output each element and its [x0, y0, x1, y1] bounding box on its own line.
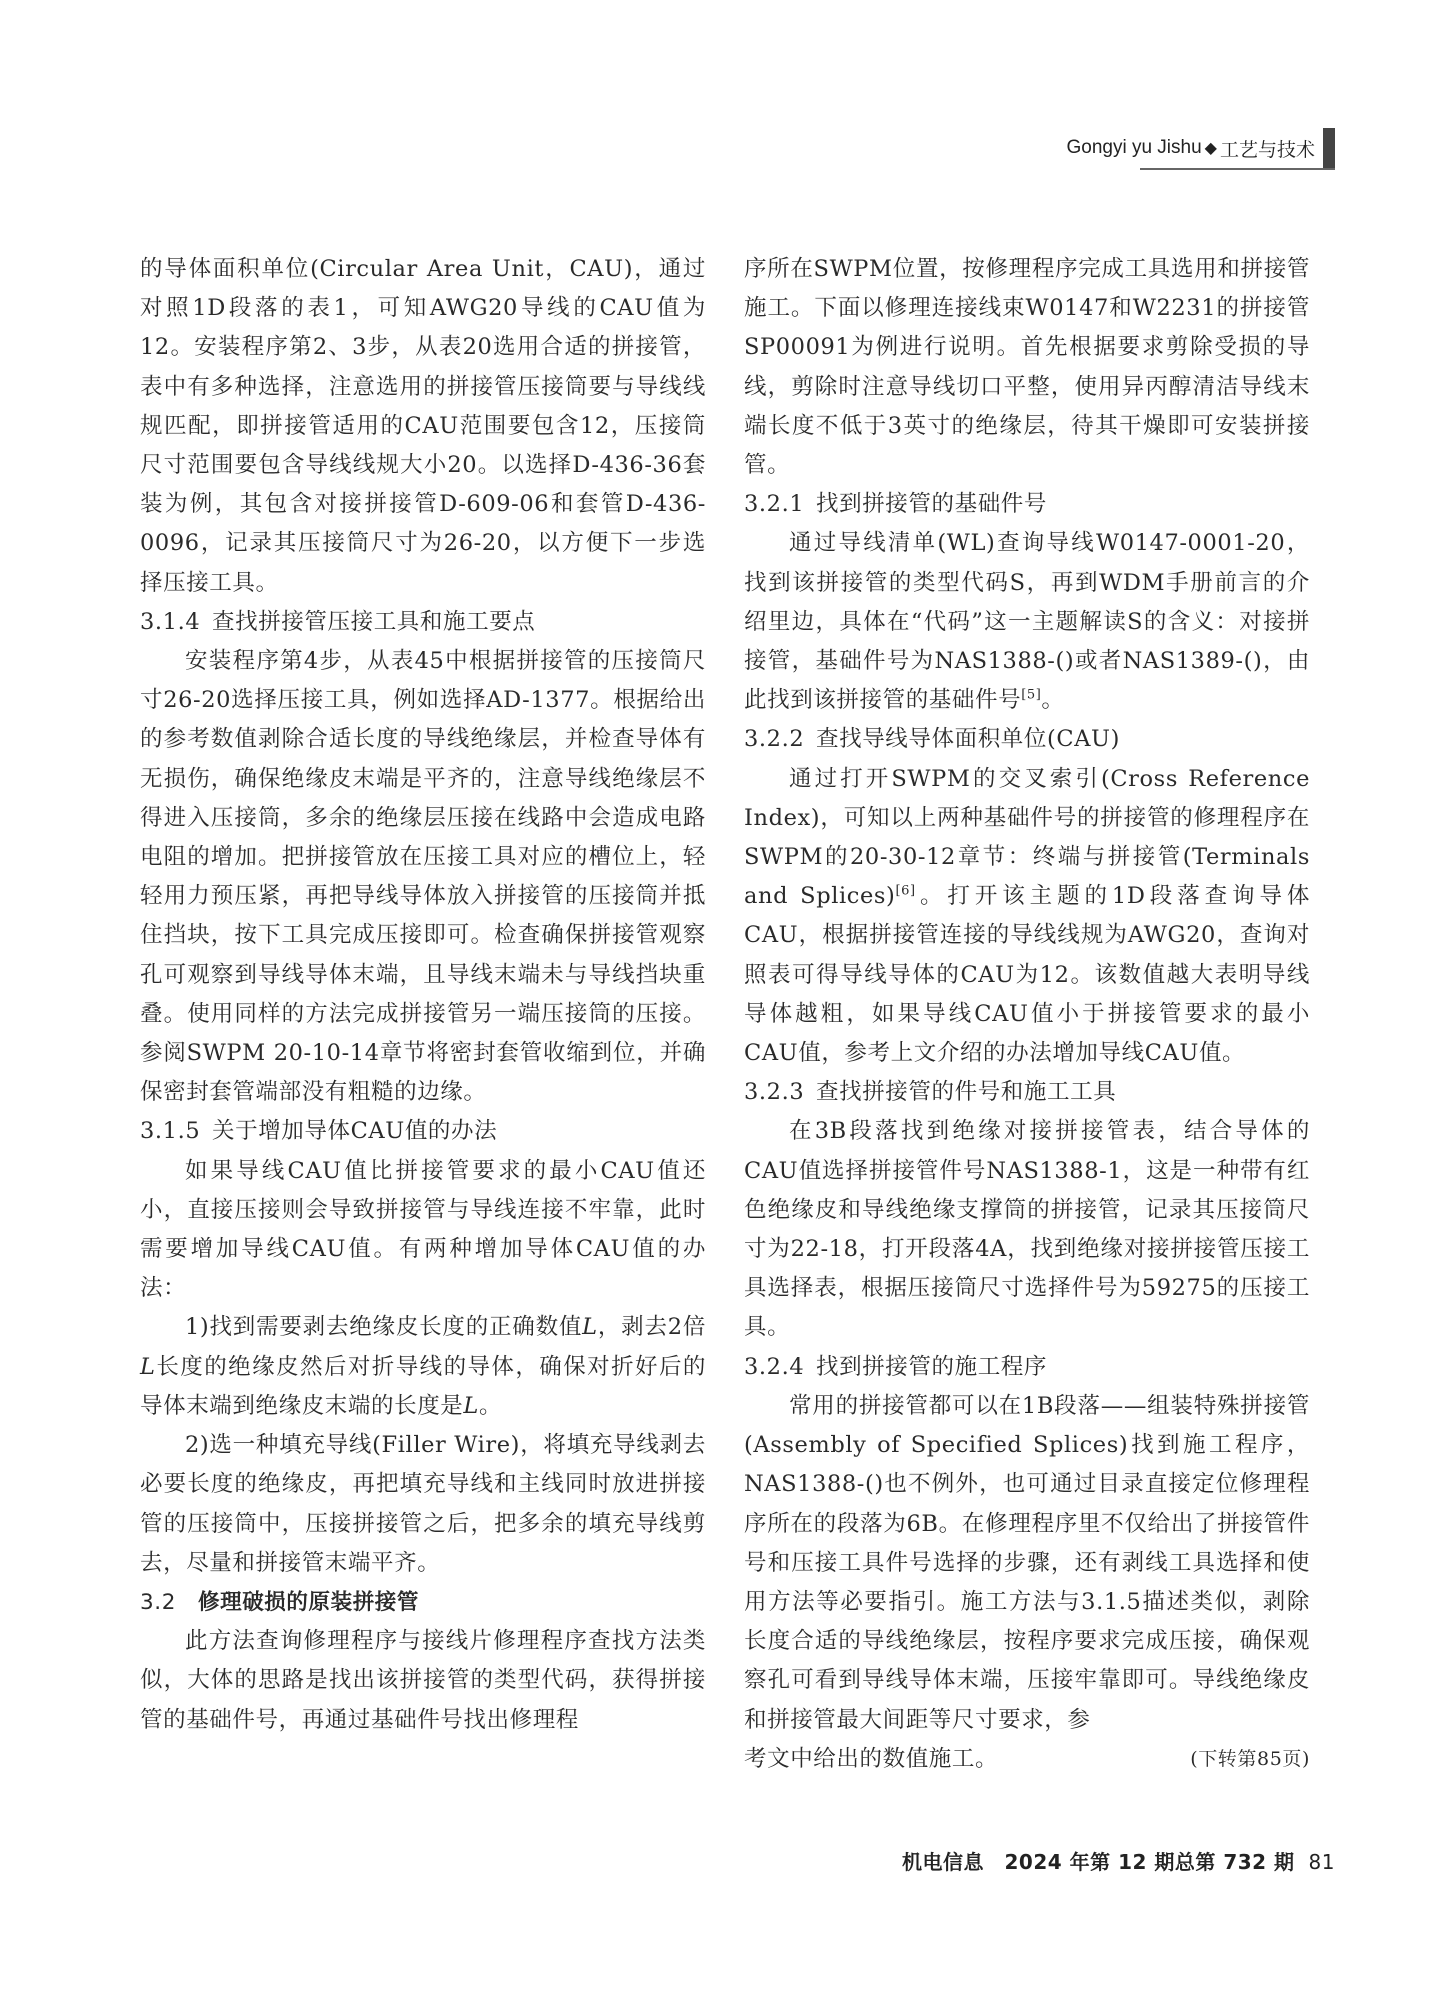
subsection-heading-3-1-5 — [140, 1112, 706, 1151]
paragraph: 在3B段落找到绝缘对接拼接管表，结合导体的CAU值选择拼接管件号NAS1388-1，这是一种带有红色绝缘皮和导线绝缘支撑筒的拼接管，记录其压接筒尺寸为22-18，打开段落4A，找到绝缘对接拼接管压接工具选择表，根据压接筒尺寸选择件号为59275的压接工具。 — [744, 1118, 1310, 1341]
paragraph: 安装程序第4步，从表45中根据拼接管的压接筒尺寸26-20选择压接工具，例如选择AD-1377。根据给出的参考数值剥除合适长度的导线绝缘层，并检查导体有无损伤，确保绝缘皮末端是平齐的，注意导线绝缘层不得进入压接筒，多余的绝缘层压接在线路中会造成电路电阻的增加。把拼接管放在压接工具对应的槽位上，轻轻用力预压紧，再把导线导体放入拼接管的压接筒并抵住挡块，按下工具完成压接即可。检查确保拼接管观察孔可观察到导线导体末端，且导线末端未与导线挡块重叠。使用同样的方法完成拼接管另一端压接筒的压接。参阅SWPM 20-10-14章节将密封套管收缩到位，并确保密封套管端部没有粗糙的边缘。 — [140, 648, 706, 1106]
subsection-heading-3-2-3 — [744, 1073, 1310, 1112]
paragraph: 如果导线CAU值比拼接管要求的最小CAU值还小，直接压接则会导致拼接管与导线连接不牢靠，此时需要增加导线CAU值。有两种增加导体CAU值的办法： — [140, 1157, 706, 1302]
paragraph — [744, 760, 1310, 1074]
heading-number: 3.1.4 — [140, 608, 201, 635]
heading-text: 找到拼接管的基础件号 — [816, 491, 1048, 518]
heading-number: 3.2.4 — [744, 1353, 805, 1380]
heading-number: 3.2.2 — [744, 726, 805, 753]
journal-info: 机电信息 2024 年第 12 期总第 732 期 — [901, 1850, 1295, 1874]
text-run: 通过导线清单(WL)查询导线W0147-0001-20，找到该拼接管的类型代码S，再到WDM手册前言的介绍里边，具体在“代码”这一主题解读S的含义：对接拼接管，基础件号为NAS1388-()或者NAS1389-()，由此找到该拼接管的基础件号 — [744, 530, 1310, 714]
heading-number: 3.1.5 — [140, 1118, 201, 1145]
paragraph: 此方法查询修理程序与接线片修理程序查找方法类似，大体的思路是找出该拼接管的类型代码，获得拼接管的基础件号，再通过基础件号找出修理程 — [140, 1628, 706, 1733]
paragraph: 序所在SWPM位置，按修理程序完成工具选用和拼接管施工。下面以修理连接线束W0147和W2231的拼接管SP00091为例进行说明。首先根据要求剪除受损的导线，剪除时注意导线切口平整，使用异丙醇清洁导线末端长度不低于3英寸的绝缘层，待其干燥即可安装拼接管。 — [744, 256, 1310, 479]
left-column — [140, 250, 706, 1740]
header-bar-decoration — [1323, 128, 1335, 168]
header-section: 工艺与技术 — [1219, 139, 1315, 161]
text-run: 。 — [478, 1392, 503, 1419]
citation-ref: [6] — [895, 883, 916, 899]
heading-text: 查找导线导体面积单位(CAU) — [816, 726, 1120, 753]
text-run: 。 — [1041, 687, 1065, 714]
text-run: 长度的绝缘皮然后对折导线的导体，确保对折好后的导体末端到绝缘皮末端的长度是 — [140, 1353, 706, 1419]
right-column — [744, 250, 1310, 1779]
paragraph-last-line — [744, 1740, 1310, 1779]
heading-text: 找到拼接管的施工程序 — [816, 1353, 1048, 1380]
text-run: 。打开该主题的1D段落查询导体CAU，根据拼接管连接的导线线规为AWG20，查询对照表可得导线导体的CAU为12。该数值越大表明导线导体越粗，如果导线CAU值小于拼接管要求的最小CAU值，参考上文介绍的办法增加导线CAU值。 — [744, 883, 1310, 1067]
section-heading-3-2 — [140, 1583, 706, 1622]
subsection-heading-3-2-2 — [744, 720, 1310, 759]
heading-number: 3.2.1 — [744, 491, 805, 518]
paragraph — [744, 524, 1310, 720]
running-header — [1066, 128, 1335, 168]
text-run: 考文中给出的数值施工。 — [744, 1745, 999, 1772]
paragraph: 的导体面积单位(Circular Area Unit，CAU)，通过对照1D段落的表1，可知AWG20导线的CAU值为12。安装程序第2、3步，从表20选用合适的拼接管，表中有多种选择，注意选用的拼接管压接筒要与导线线规匹配，即拼接管适用的CAU范围要包含12，压接筒尺寸范围要包含导线线规大小20。以选择D-436-36套装为例，其包含对接拼接管D-609-06和套管D-436-0096，记录其压接筒尺寸为26-20，以方便下一步选择压接工具。 — [140, 256, 706, 596]
variable-l: L — [582, 1314, 598, 1341]
heading-number: 3.2.3 — [744, 1079, 805, 1106]
heading-text: 修理破损的原装拼接管 — [198, 1589, 420, 1615]
subsection-heading-3-1-4 — [140, 603, 706, 642]
subsection-heading-3-2-4 — [744, 1348, 1310, 1387]
heading-text: 关于增加导体CAU值的办法 — [212, 1118, 498, 1145]
text-run: ，剥去2倍 — [597, 1314, 706, 1341]
header-pinyin: Gongyi yu Jishu — [1066, 137, 1202, 158]
continued-note: (下转第85页) — [1190, 1747, 1310, 1770]
heading-text: 查找拼接管压接工具和施工要点 — [212, 608, 536, 635]
citation-ref: [5] — [1021, 687, 1042, 703]
heading-text: 查找拼接管的件号和施工工具 — [816, 1079, 1117, 1106]
text-run: 1)找到需要剥去绝缘皮长度的正确数值 — [185, 1314, 583, 1341]
header-rule — [1140, 168, 1335, 170]
variable-l: L — [463, 1392, 479, 1419]
page-number: 81 — [1308, 1850, 1335, 1874]
text-run: 通过打开SWPM的交叉索引(Cross Reference Index)，可知以上两种基础件号的拼接管的修理程序在SWPM的20-30-12章节：终端与拼接管(Terminals and Splices) — [744, 765, 1310, 910]
diamond-icon: ◆ — [1204, 140, 1217, 157]
subsection-heading-3-2-1 — [744, 485, 1310, 524]
paragraph-list-item-1 — [140, 1308, 706, 1426]
paragraph: 常用的拼接管都可以在1B段落——组装特殊拼接管(Assembly of Specified Splices)找到施工程序，NAS1388-()也不例外，也可通过目录直接定位修理程序所在的段落为6B。在修理程序里不仅给出了拼接管件号和压接工具件号选择的步骤，还有剥线工具选择和使用方法等必要指引。施工方法与3.1.5描述类似，剥除长度合适的导线绝缘层，按程序要求完成压接，确保观察孔可看到导线导体末端，压接牢靠即可。导线绝缘皮和拼接管最大间距等尺寸要求，参 — [744, 1392, 1310, 1733]
heading-number: 3.2 — [140, 1589, 176, 1615]
paragraph-list-item-2: 2)选一种填充导线(Filler Wire)，将填充导线剥去必要长度的绝缘皮，再把填充导线和主线同时放进拼接管的压接筒中，压接拼接管之后，把多余的填充导线剪去，尽量和拼接管末端平齐。 — [140, 1432, 706, 1576]
page-footer — [902, 1846, 1335, 1875]
variable-l: L — [140, 1353, 156, 1380]
